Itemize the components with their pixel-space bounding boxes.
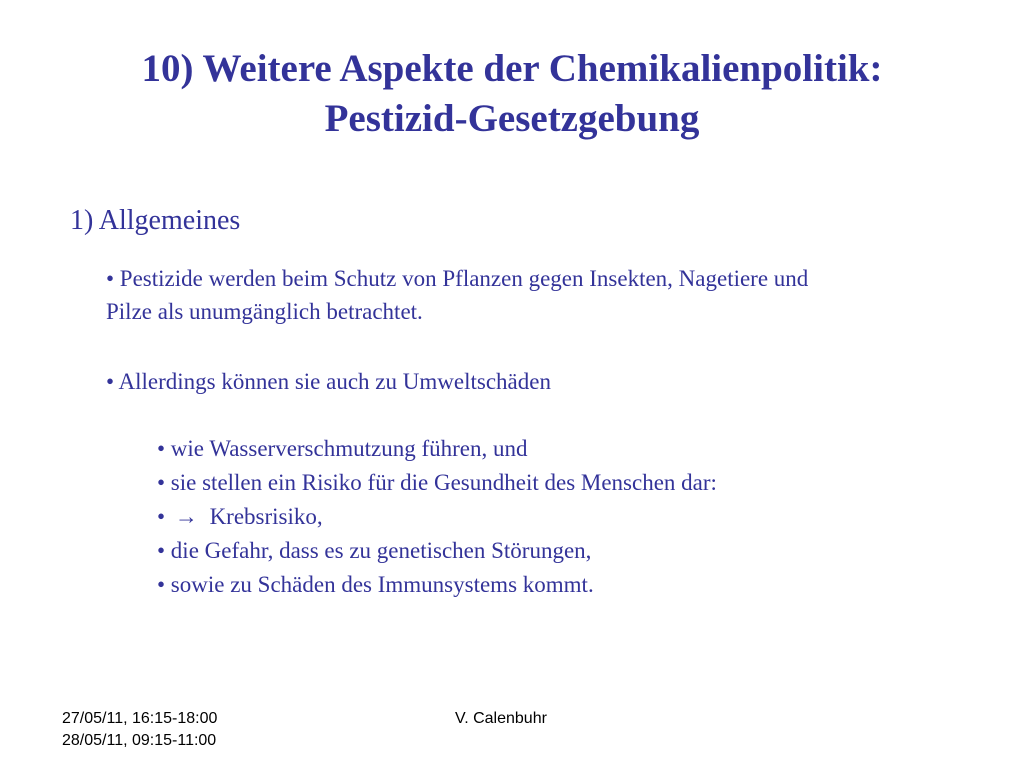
slide-title [0, 44, 1024, 144]
footer-date-2: 28/05/11, 09:15-11:00 [62, 732, 217, 749]
sub-bullet-4: • die Gefahr, dass es zu genetischen Störungen, [157, 538, 592, 563]
sub-bullet-3-prefix: • [157, 504, 166, 529]
slide-title-line-1: 10) Weitere Aspekte der Chemikalienpolitik: [141, 47, 883, 90]
bullet-1-line-2: Pilze als unumgänglich betrachtet. [106, 299, 423, 324]
section-heading: 1) Allgemeines [70, 205, 241, 236]
footer-author: V. Calenbuhr [455, 710, 547, 727]
bullet-2: • Allerdings können sie auch zu Umweltschäden [106, 369, 551, 394]
sub-bullet-1: • wie Wasserverschmutzung führen, und [157, 436, 528, 461]
arrow-right-icon: → [174, 504, 198, 529]
sub-bullet-3-text: Krebsrisiko, [209, 504, 323, 529]
slide-title-line-2: Pestizid-Gesetzgebung [324, 97, 700, 140]
footer-date-1: 27/05/11, 16:15-18:00 [62, 710, 218, 727]
sub-bullet-3 [157, 501, 323, 533]
sub-bullet-2: • sie stellen ein Risiko für die Gesundheit des Menschen dar: [157, 470, 717, 495]
bullet-1-line-1: • Pestizide werden beim Schutz von Pflanzen gegen Insekten, Nagetiere und [106, 266, 809, 291]
sub-bullet-5: • sowie zu Schäden des Immunsystems kommt. [157, 572, 594, 597]
